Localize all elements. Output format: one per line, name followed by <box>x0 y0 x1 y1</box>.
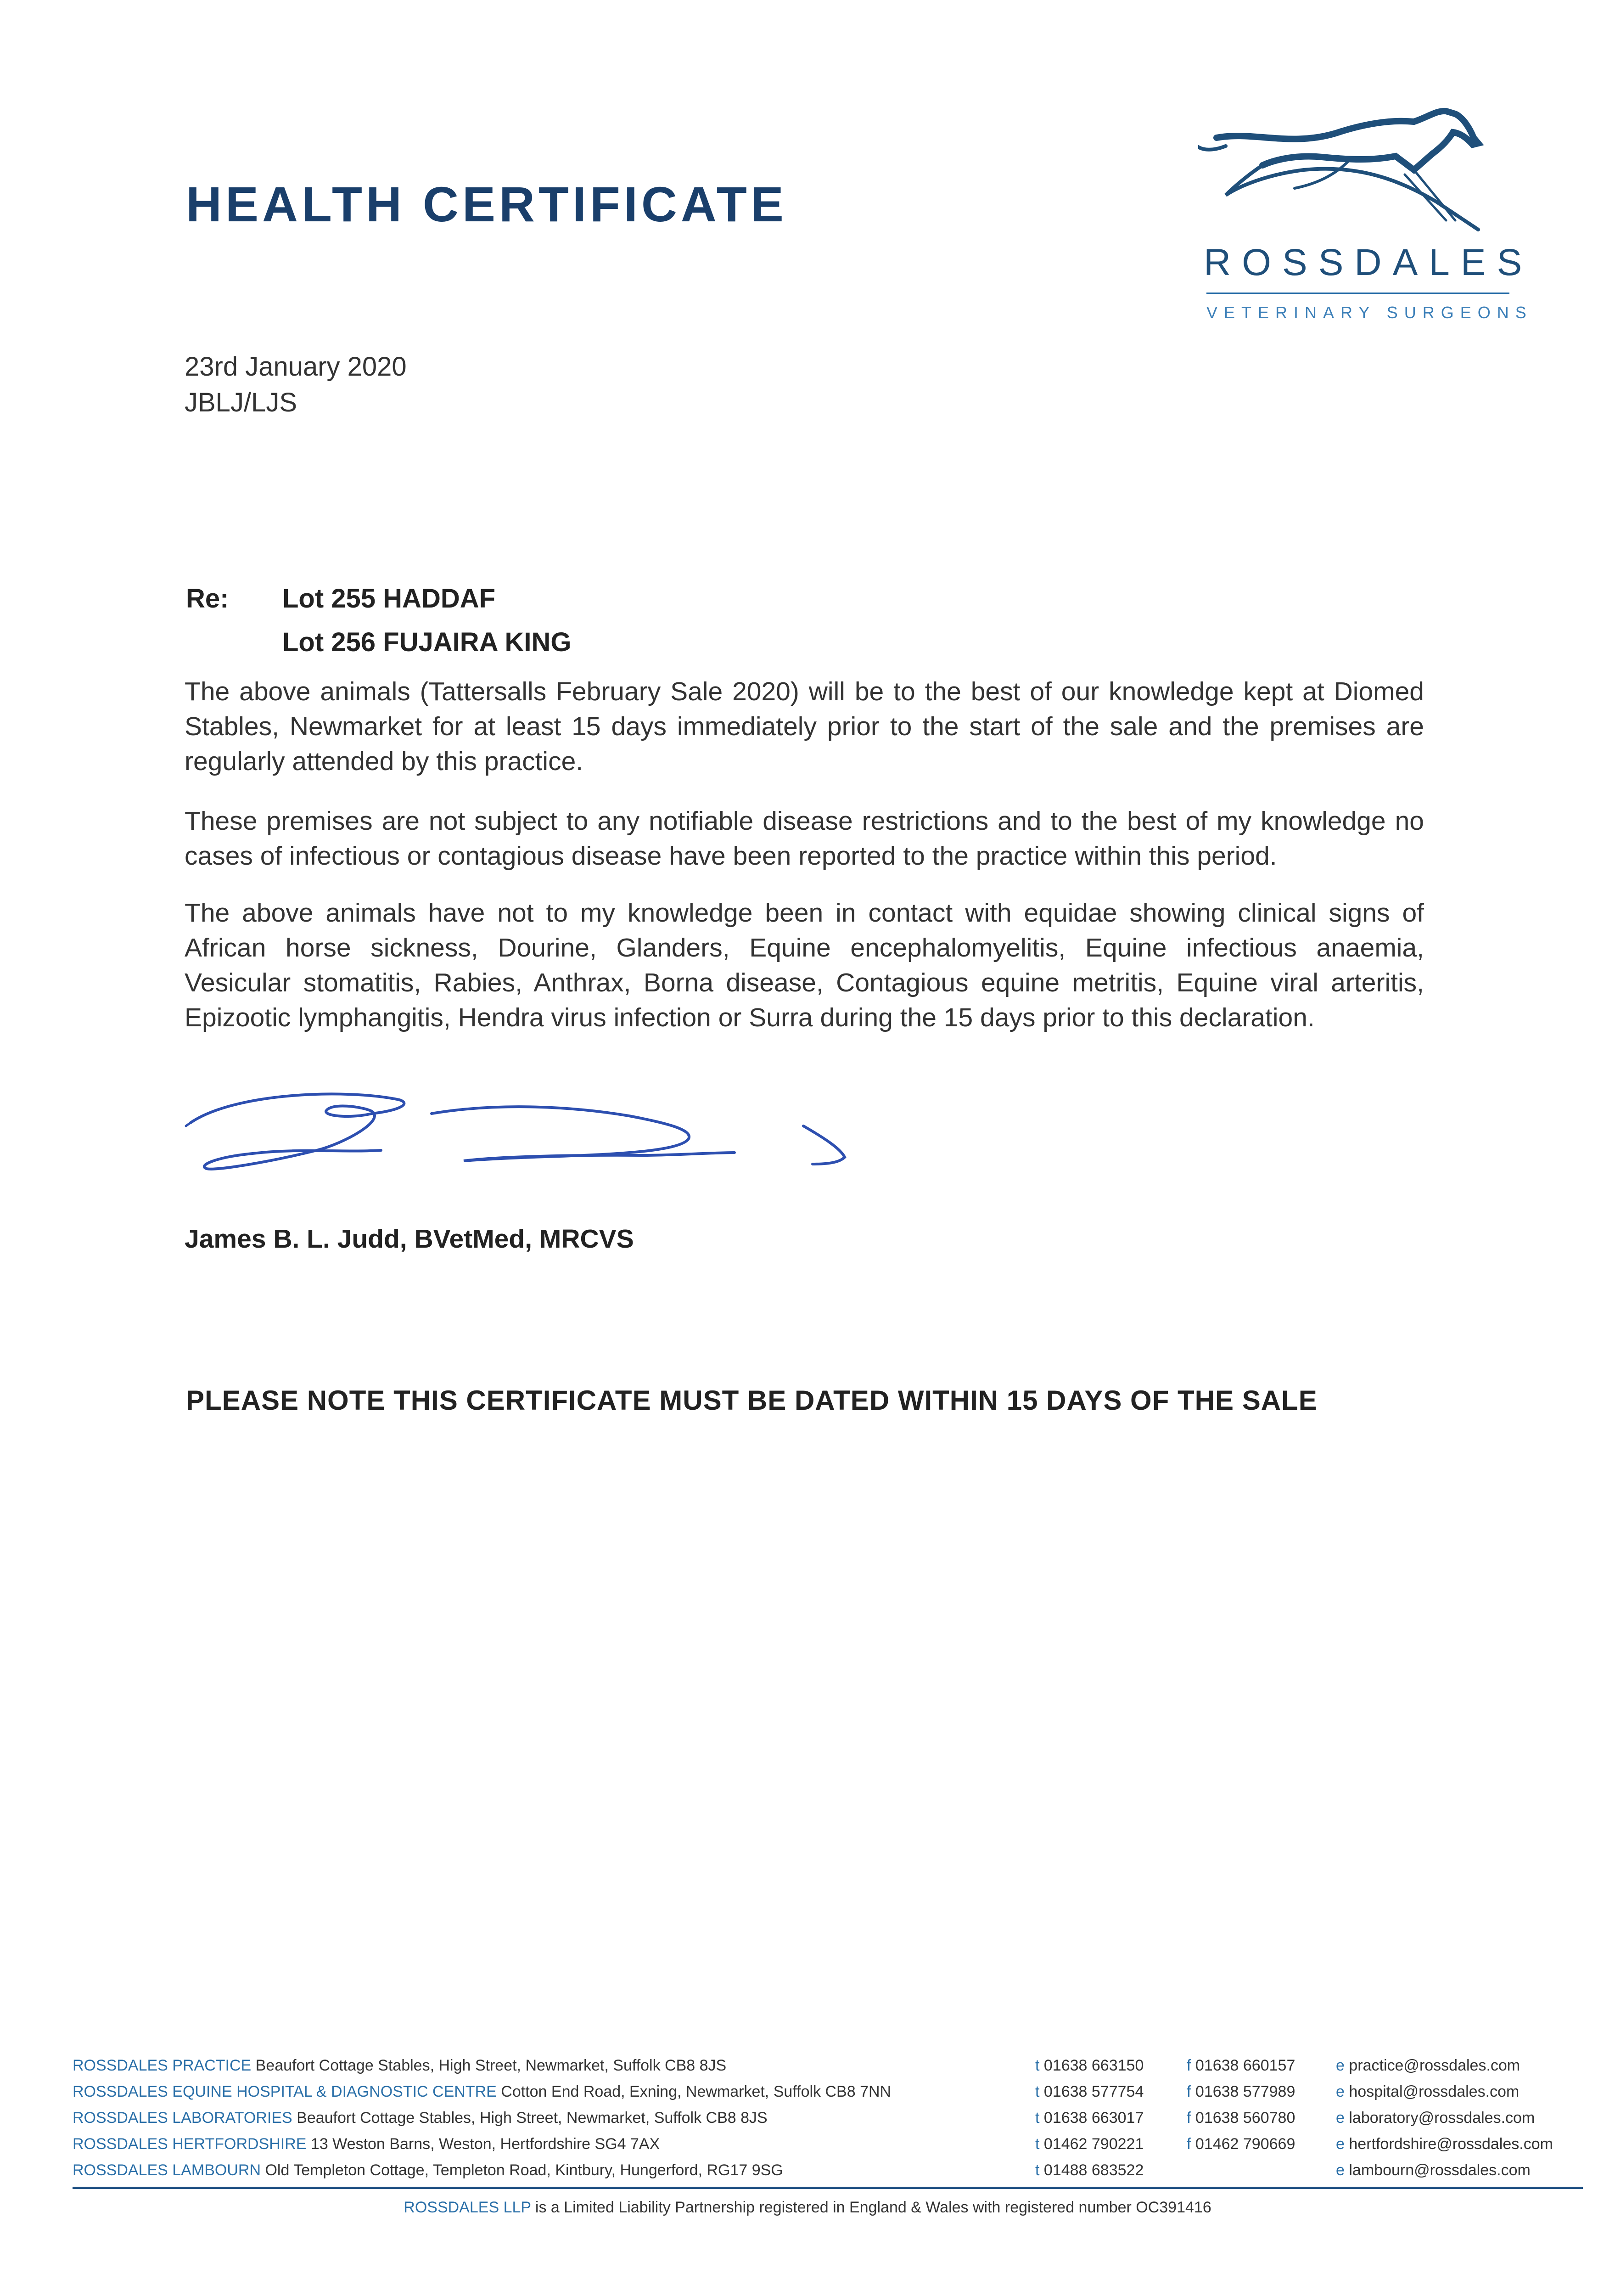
footer-offices <box>73 2053 1583 2183</box>
office-address: Beaufort Cottage Stables, High Street, Newmarket, Suffolk CB8 8JS <box>297 2109 768 2127</box>
office-address: Old Templeton Cottage, Templeton Road, Kintbury, Hungerford, RG17 9SG <box>265 2161 783 2179</box>
page-title: HEALTH CERTIFICATE <box>186 176 787 232</box>
llp-text: is a Limited Liability Partnership registered in England & Wales with registered number OC391416 <box>535 2199 1211 2216</box>
letter-reference: JBLJ/LJS <box>185 388 297 417</box>
logo-wordmark: ROSSDALES <box>1204 242 1533 283</box>
body-paragraph: The above animals (Tattersalls February Sale 2020) will be to the best of our knowledge kept at Diomed Stables, Newmarket for at least 15 days immediately prior to the start of the sale and the premises are regularly attended by this practice. <box>185 677 1424 776</box>
footer-legal-notice <box>0 2199 1615 2217</box>
office-fax: f 01638 560780 <box>1187 2109 1295 2127</box>
office-email[interactable]: e hertfordshire@rossdales.com <box>1336 2135 1553 2153</box>
office-telephone: t 01462 790221 <box>1035 2135 1144 2153</box>
office-fax: f 01638 577989 <box>1187 2083 1295 2100</box>
office-telephone: t 01638 663017 <box>1035 2109 1144 2127</box>
footer-office-row <box>73 2079 1583 2105</box>
subject-lot: Lot 255 HADDAF <box>282 584 496 613</box>
office-name: ROSSDALES HERTFORDSHIRE <box>73 2135 307 2153</box>
signer-name: James B. L. Judd, BVetMed, MRCVS <box>185 1224 634 1254</box>
office-name: ROSSDALES LABORATORIES <box>73 2109 292 2127</box>
subject-label: Re: <box>186 584 229 613</box>
footer-office-row <box>73 2105 1583 2131</box>
office-address: 13 Weston Barns, Weston, Hertfordshire SG4 7AX <box>310 2135 660 2153</box>
signature-stroke <box>191 1094 404 1169</box>
letter-date: 23rd January 2020 <box>185 352 407 382</box>
office-telephone: t 01488 683522 <box>1035 2161 1144 2179</box>
signature-stroke <box>186 1123 191 1126</box>
footer-office-row <box>73 2157 1583 2183</box>
office-email[interactable]: e hospital@rossdales.com <box>1336 2083 1520 2100</box>
signature-stroke <box>432 1107 735 1161</box>
subject-lot: Lot 256 FUJAIRA KING <box>282 627 572 657</box>
office-address: Cotton End Road, Exning, Newmarket, Suffolk CB8 7NN <box>501 2083 892 2100</box>
office-telephone: t 01638 577754 <box>1035 2083 1144 2100</box>
horse-front-leg-stroke <box>1226 165 1478 230</box>
office-email[interactable]: e laboratory@rossdales.com <box>1336 2109 1535 2127</box>
office-fax: f 01638 660157 <box>1187 2057 1295 2074</box>
galloping-horse-logo-icon <box>1198 106 1520 239</box>
footer-office-row <box>73 2131 1583 2157</box>
body-paragraph: These premises are not subject to any notifiable disease restrictions and to the best of my knowledge no cases of infectious or contagious disease have been reported to the practice within this period. <box>185 806 1424 871</box>
office-email[interactable]: e lambourn@rossdales.com <box>1336 2161 1531 2179</box>
office-name: ROSSDALES EQUINE HOSPITAL & DIAGNOSTIC CENTRE <box>73 2083 497 2100</box>
logo-divider <box>1206 293 1509 294</box>
office-address: Beaufort Cottage Stables, High Street, Newmarket, Suffolk CB8 8JS <box>255 2057 727 2074</box>
llp-name: ROSSDALES LLP <box>404 2199 531 2216</box>
office-telephone: t 01638 663150 <box>1035 2057 1144 2074</box>
office-fax: f 01462 790669 <box>1187 2135 1295 2153</box>
horse-hind-leg-stroke <box>1295 160 1350 188</box>
office-email[interactable]: e practice@rossdales.com <box>1336 2057 1520 2074</box>
horse-tail-stroke <box>1198 146 1226 150</box>
horse-leg-lines <box>1405 170 1455 220</box>
handwritten-signature <box>179 1075 868 1212</box>
logo-subtitle: VETERINARY SURGEONS <box>1206 303 1533 322</box>
certificate-notice: PLEASE NOTE THIS CERTIFICATE MUST BE DATED WITHIN 15 DAYS OF THE SALE <box>186 1385 1318 1416</box>
signature-stroke <box>803 1126 845 1164</box>
body-paragraph: The above animals have not to my knowledge been in contact with equidae showing clinical signs of African horse sickness, Dourine, Glanders, Equine encephalomyelitis, Equine infectious anaemia, Vesicular stomatitis, Rabies, Anthrax, Borna disease, Contagious equine metritis, Equine viral arteritis, Epizootic lymphangitis, Hendra virus infection or Surra during the 15 days prior to this declaration. <box>185 898 1424 1032</box>
office-name: ROSSDALES LAMBOURN <box>73 2161 261 2179</box>
office-name: ROSSDALES PRACTICE <box>73 2057 252 2074</box>
footer-office-row <box>73 2053 1583 2079</box>
footer-divider <box>73 2187 1583 2189</box>
